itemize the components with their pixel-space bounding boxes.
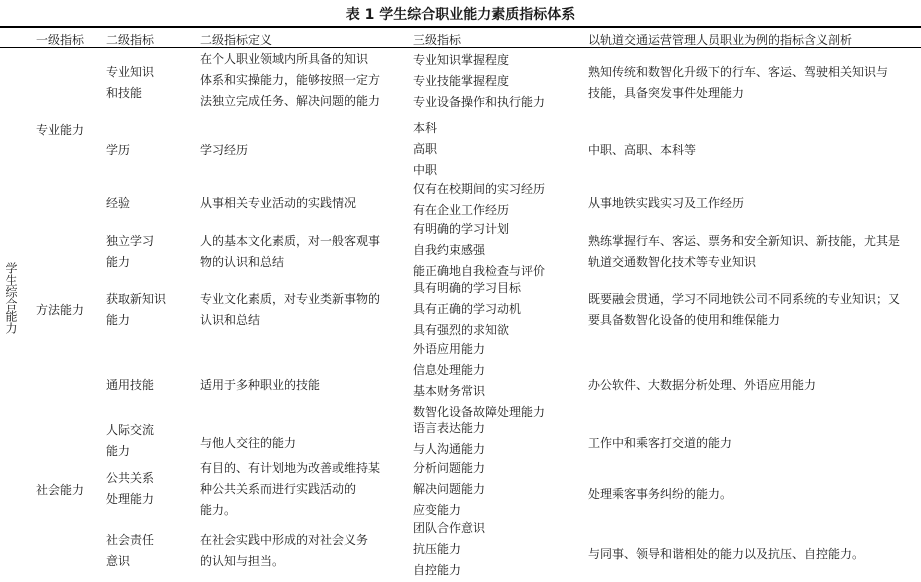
top-rule bbox=[0, 26, 921, 28]
row8-level2: 公共关系 处理能力 bbox=[106, 471, 155, 506]
row4-level2: 独立学习 能力 bbox=[106, 234, 155, 269]
row5-level2: 获取新知识 能力 bbox=[106, 292, 167, 327]
row7-level3: 语言表达能力 与人沟通能力 bbox=[413, 421, 486, 456]
row8-definition: 有目的、有计划地为改善或维持某 种公共关系而进行实践活动的 能力。 bbox=[200, 461, 381, 517]
row8-analysis: 处理乘客事务纠纷的能力。 bbox=[588, 487, 733, 501]
row1-analysis: 熟知传统和数智化升级下的行车、客运、驾驶相关知识与 技能，具备突发事件处理能力 bbox=[588, 65, 889, 100]
row3-level2: 经验 bbox=[106, 196, 131, 210]
row2-analysis: 中职、高职、本科等 bbox=[588, 143, 697, 157]
row5-level3: 具有明确的学习目标 具有正确的学习动机 具有强烈的求知欲 bbox=[413, 281, 522, 337]
row6-level3: 外语应用能力 信息处理能力 基本财务常识 数智化设备故障处理能力 bbox=[413, 342, 546, 419]
row9-definition: 在社会实践中形成的对社会义务 的认知与担当。 bbox=[200, 533, 369, 568]
header-analysis: 以轨道交通运营管理人员职业为例的指标含义剖析 bbox=[588, 33, 853, 47]
row6-analysis: 办公软件、大数据分析处理、外语应用能力 bbox=[588, 378, 817, 392]
header-level2: 二级指标 bbox=[106, 33, 155, 47]
row6-definition: 适用于多种职业的技能 bbox=[200, 378, 321, 392]
row9-level3: 团队合作意识 抗压能力 自控能力 bbox=[413, 521, 486, 577]
row4-level3: 有明确的学习计划 自我约束感强 能正确地自我检查与评价 bbox=[413, 222, 546, 278]
row1-definition: 在个人职业领域内所具备的知识 体系和实操能力，能够按照一定方 法独立完成任务、解决问题的能力 bbox=[200, 52, 381, 108]
row2-level3: 本科 高职 中职 bbox=[413, 121, 438, 177]
row1-level2: 专业知识 和技能 bbox=[106, 65, 155, 100]
row7-definition: 与他人交往的能力 bbox=[200, 436, 297, 450]
level1-professional: 专业能力 bbox=[36, 123, 85, 137]
row3-analysis: 从事地铁实践实习及工作经历 bbox=[588, 196, 745, 210]
header-level1: 一级指标 bbox=[36, 33, 85, 47]
row3-level3: 仅有在校期间的实习经历 有在企业工作经历 bbox=[413, 182, 546, 217]
level1-social: 社会能力 bbox=[36, 483, 85, 497]
row5-definition: 专业文化素质，对专业类新事物的 认识和总结 bbox=[200, 292, 381, 327]
row6-level2: 通用技能 bbox=[106, 378, 155, 392]
header-level2-definition: 二级指标定义 bbox=[200, 33, 273, 47]
row2-definition: 学习经历 bbox=[200, 143, 249, 157]
row2-level2: 学历 bbox=[106, 143, 131, 157]
row4-definition: 人的基本文化素质，对一般客观事 物的认识和总结 bbox=[200, 234, 381, 269]
row5-analysis: 既要融会贯通，学习不同地铁公司不同系统的专业知识；又 要具备数智化设备的使用和维保能力 bbox=[588, 292, 901, 327]
level1-method: 方法能力 bbox=[36, 303, 85, 317]
row7-analysis: 工作中和乘客打交道的能力 bbox=[588, 436, 733, 450]
table-title: 表 1 学生综合职业能力素质指标体系 bbox=[345, 7, 576, 23]
row8-level3: 分析问题能力 解决问题能力 应变能力 bbox=[413, 461, 486, 517]
row9-analysis: 与同事、领导和谐相处的能力以及抗压、自控能力。 bbox=[588, 547, 865, 561]
row4-analysis: 熟练掌握行车、客运、票务和安全新知识、新技能，尤其是 轨道交通数智化技术等专业知识 bbox=[588, 234, 901, 269]
row3-definition: 从事相关专业活动的实践情况 bbox=[200, 196, 357, 210]
root-label: 学生综合能力 bbox=[4, 262, 18, 334]
row9-level2: 社会责任 意识 bbox=[106, 533, 155, 568]
row7-level2: 人际交流 能力 bbox=[106, 423, 155, 458]
header-level3: 三级指标 bbox=[413, 33, 462, 47]
row1-level3: 专业知识掌握程度 专业技能掌握程度 专业设备操作和执行能力 bbox=[413, 53, 546, 109]
